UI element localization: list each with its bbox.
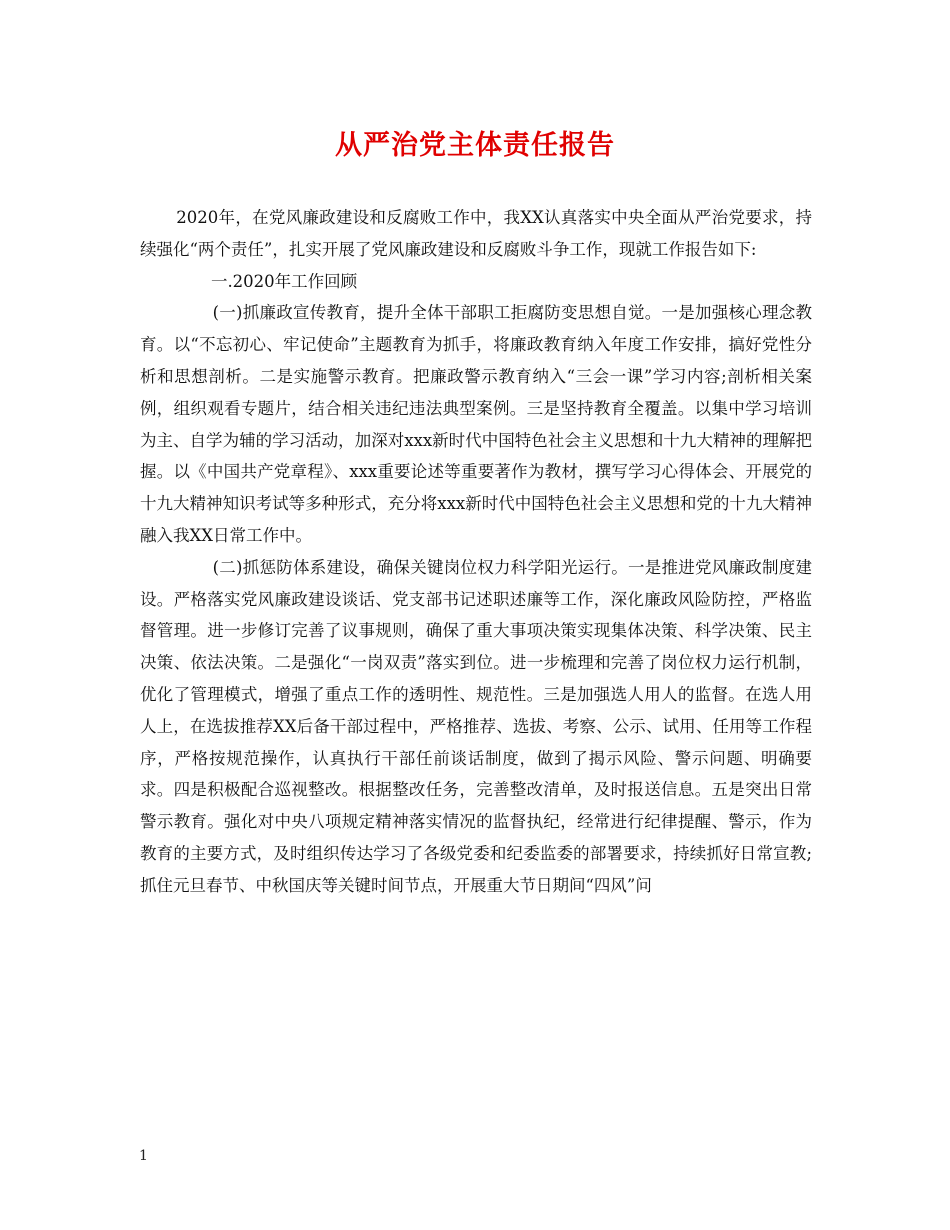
intro-paragraph: 2020年，在党风廉政建设和反腐败工作中，我XX认真落实中央全面从严治党要求，持续强化“两个责任”，扎实开展了党风廉政建设和反腐败斗争工作，现就工作报告如下: xyxy=(140,208,812,259)
section-one-paragraph: (一)抓廉政宣传教育，提升全体干部职工拒腐防变思想自觉。一是加强核心理念教育。以“不忘初心、牢记使命”主题教育为抓手，将廉政教育纳入年度工作安排，搞好党性分析和思想剖析。二是实施警示教育。把廉政警示教育纳入“三会一课”学习内容;剖析相关案例，组织观看专题片，结合相关违纪违法典型案例。三是坚持教育全覆盖。以集中学习培训为主、自学为辅的学习活动，加深对xxx新时代中国特色社会主义思想和十九大精神的理解把握。以《中国共产党章程》、xxx重要论述等重要著作为教材，撰写学习心得体会、开展党的十九大精神知识考试等多种形式，充分将xxx新时代中国特色社会主义思想和党的十九大精神融入我XX日常工作中。 xyxy=(140,303,812,545)
document-body xyxy=(140,202,812,902)
section-two-paragraph: (二)抓惩防体系建设，确保关键岗位权力科学阳光运行。一是推进党风廉政制度建设。严格落实党风廉政建设谈话、党支部书记述职述廉等工作，深化廉政风险防控，严格监督管理。进一步修订完善了议事规则，确保了重大事项决策实现集体决策、科学决策、民主决策、依法决策。二是强化“一岗双责”落实到位。进一步梳理和完善了岗位权力运行机制，优化了管理模式，增强了重点工作的透明性、规范性。三是加强选人用人的监督。在选人用人上，在选拔推荐XX后备干部过程中，严格推荐、选拔、考察、公示、试用、任用等工作程序，严格按规范操作，认真执行干部任前谈话制度，做到了揭示风险、警示问题、明确要求。四是积极配合巡视整改。根据整改任务，完善整改清单，及时报送信息。五是突出日常警示教育。强化对中央八项规定精神落实情况的监督执纪，经常进行纪律提醒、警示，作为教育的主要方式，及时组织传达学习了各级党委和纪委监委的部署要求，持续抓好日常宣教;抓住元旦春节、中秋国庆等关键时间节点，开展重大节日期间“四风”问 xyxy=(140,557,812,895)
section-heading: 一.2020年工作回顾 xyxy=(210,271,358,291)
page-title: 从严治党主体责任报告 xyxy=(335,130,615,161)
page-number: 1 xyxy=(139,1148,148,1164)
